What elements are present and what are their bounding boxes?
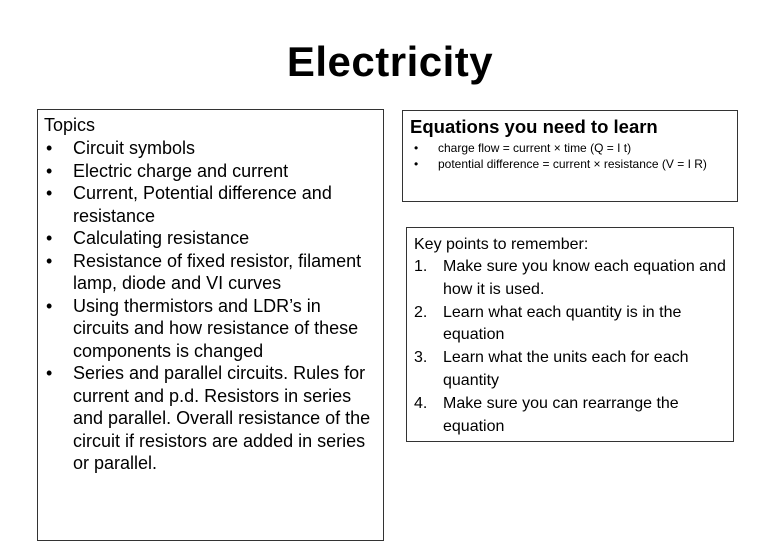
list-item — [414, 347, 726, 393]
item-number: 2. — [414, 303, 428, 321]
item-number: 1. — [414, 258, 428, 275]
bullet: • — [46, 250, 53, 271]
topic-text: Current, Potential difference and resistance — [73, 183, 332, 226]
list-item — [414, 393, 726, 439]
bullet: • — [46, 138, 53, 158]
topics-box — [37, 109, 384, 541]
topic-text: Electric charge and current — [73, 160, 289, 181]
key-point-text: Learn what each quantity is in the equation — [443, 303, 682, 344]
topics-heading: Topics — [44, 115, 96, 135]
list-item — [44, 137, 377, 160]
topic-text: Series and parallel circuits. Rules for current and p.d. Resistors in series and parallel. Overall resistance of the circuit if resistors are added in series or parallel. — [73, 363, 371, 473]
topic-text: Resistance of fixed resistor, filament lamp, diode and VI curves — [73, 250, 362, 293]
bullet: • — [46, 160, 53, 181]
list-item — [44, 182, 377, 227]
equation-text: charge flow = current × time (Q = I t) — [438, 141, 632, 155]
list-item — [414, 302, 726, 348]
bullet: • — [46, 295, 53, 316]
list-item — [44, 160, 377, 183]
equations-heading: Equations you need to learn — [410, 116, 658, 137]
page-title: Electricity — [286, 38, 494, 85]
topic-text: Using thermistors and LDR’s in circuits and how resistance of these components is changed — [73, 295, 359, 361]
bullet: • — [46, 183, 53, 203]
list-item — [414, 256, 726, 302]
key-point-text: Make sure you know each equation and how it is used. — [443, 258, 726, 298]
list-item — [44, 362, 377, 475]
topic-text: Calculating resistance — [73, 228, 250, 248]
list-item — [408, 157, 732, 173]
topics-list — [44, 137, 377, 475]
bullet: • — [414, 156, 419, 171]
key-points-list — [414, 256, 726, 438]
list-item — [44, 295, 377, 363]
key-point-text: Learn what the units each for each quantity — [443, 349, 689, 389]
list-item — [44, 250, 377, 295]
equations-list — [408, 141, 732, 172]
key-point-text: Make sure you can rearrange the equation — [443, 394, 679, 435]
list-item — [44, 227, 377, 250]
equations-box — [402, 110, 738, 202]
key-points-box — [406, 227, 734, 442]
bullet: • — [46, 228, 53, 248]
item-number: 3. — [414, 349, 428, 367]
bullet: • — [414, 141, 419, 155]
topic-text: Circuit symbols — [73, 138, 196, 158]
key-points-heading: Key points to remember: — [414, 236, 589, 253]
equation-text: potential difference = current × resistance (V = I R) — [438, 156, 707, 171]
list-item — [408, 141, 732, 157]
item-number: 4. — [414, 394, 428, 412]
bullet: • — [46, 363, 53, 383]
